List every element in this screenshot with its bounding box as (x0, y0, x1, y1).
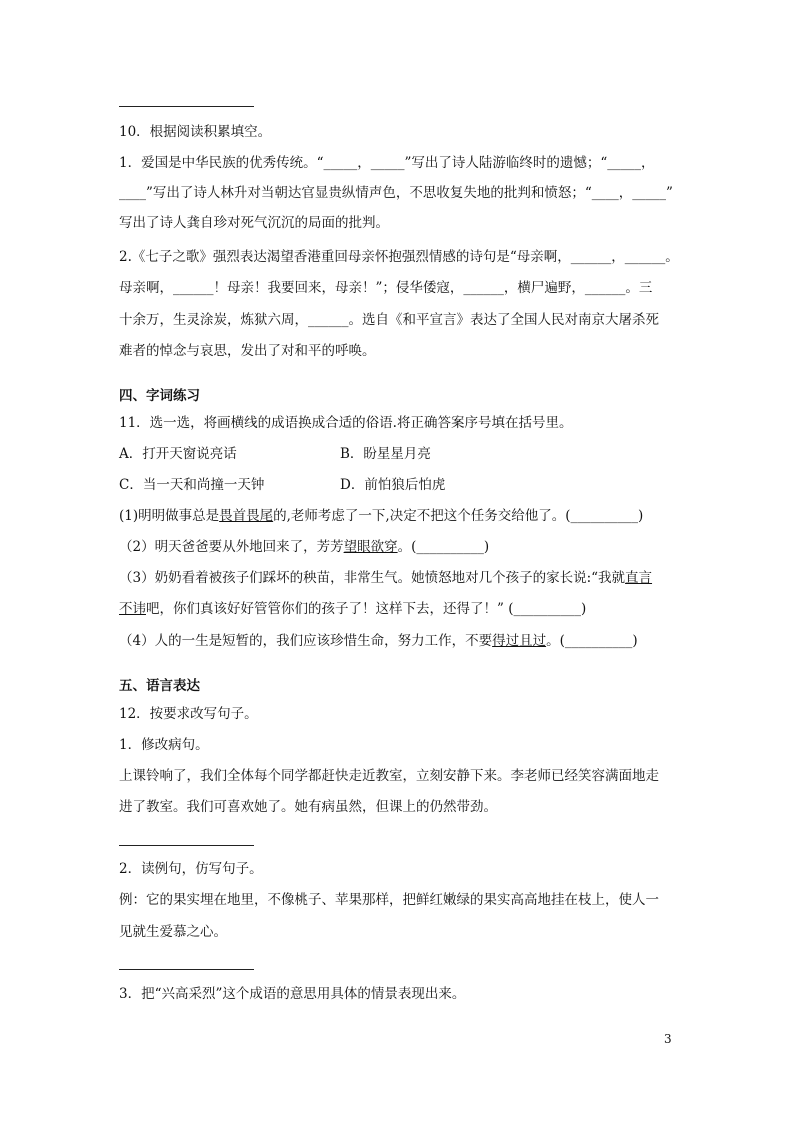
sentence-3-line2 (119, 599, 684, 619)
sentence-4-text: （4）人的一生是短暂的，我们应该珍惜生命，努力工作，不要 (119, 633, 493, 649)
question-11-title: 11．选一选，将画横线的成语换成合适的俗语.将正确答案序号填在括号里。 (119, 415, 573, 431)
page-number: 3 (664, 1032, 672, 1046)
sentence-2-text: （2）明天爸爸要从外地回来了，芳芳 (119, 539, 344, 555)
sub-question-3: 3．把“兴高采烈”这个成语的意思用具体的情景表现出来。 (119, 986, 466, 1002)
q10-paragraph1-line2: ____”写出了诗人林升对当朝达官显贵纵情声色，不思收复失地的批判和愤怒；“____，_____” (119, 185, 673, 201)
question-12-title: 12．按要求改写句子。 (119, 706, 258, 722)
sentence-3-blank: 吧，你们真该好好管管你们的孩子了！这样下去，还得了！” (__________) (146, 601, 587, 617)
sentence-3-idiom-part1: 直言 (625, 570, 653, 586)
sentence-1-idiom: 畏首畏尾 (219, 508, 274, 524)
example-line2: 见就生爱慕之心。 (119, 924, 227, 940)
option-b: B．盼星星月亮 (340, 446, 431, 462)
sentence-2 (119, 537, 684, 557)
q10-paragraph2-line4: 难者的悼念与哀思，发出了对和平的呼唤。 (119, 343, 376, 359)
sentence-2-idiom: 望眼欲穿 (343, 539, 398, 555)
sub-question-1: 1．修改病句。 (119, 737, 209, 753)
sentence-2-blank: 。(__________) (397, 539, 490, 555)
section-5-heading: 五、语言表达 (119, 678, 200, 694)
sub-question-2: 2．读例句，仿写句子。 (119, 861, 263, 877)
sentence-3-line1 (119, 568, 684, 588)
q10-paragraph2-line3: 十余万，生灵涂炭，炼狱六周，______。选自《和平宣言》表达了全国人民对南京大屠杀死 (119, 312, 659, 328)
faulty-sentence-line1: 上课铃响了，我们全体每个同学都赶快走近教室，立刻安静下来。李老师已经笑容满面地走 (119, 768, 659, 784)
answer-line (119, 106, 254, 107)
sentence-1-text: (1)明明做事总是 (119, 508, 220, 524)
answer-line (119, 845, 254, 846)
q10-paragraph1-line3: 写出了诗人龚自珍对死气沉沉的局面的批判。 (119, 215, 389, 231)
q10-paragraph2-line2: 母亲啊，______！母亲！我要回来，母亲！”；侵华倭寇，______，横尸遍野，______。三 (119, 280, 653, 296)
option-d: D．前怕狼后怕虎 (340, 477, 446, 493)
sentence-3-idiom-part2: 不讳 (119, 601, 146, 617)
section-4-heading: 四、字词练习 (119, 388, 200, 404)
sentence-1-blank: 的,老师考虑了一下,决定不把这个任务交给他了。(__________) (273, 508, 644, 524)
sentence-1 (119, 506, 684, 526)
answer-line (119, 969, 254, 970)
example-line1: 例：它的果实埋在地里，不像桃子、苹果那样，把鲜红嫩绿的果实高高地挂在枝上，使人一 (119, 892, 659, 908)
q10-paragraph2-line1: 2.《七子之歌》强烈表达渴望香港重回母亲怀抱强烈情感的诗句是“母亲啊，______，______。 (119, 249, 679, 265)
sentence-3-text: （3）奶奶看着被孩子们踩坏的秧苗，非常生气。她愤怒地对几个孩子的家长说:“我就 (119, 570, 626, 586)
q10-paragraph1-line1: 1．爱国是中华民族的优秀传统。“_____，_____”写出了诗人陆游临终时的遗憾；“_____， (119, 155, 655, 171)
option-a: A．打开天窗说亮话 (119, 446, 237, 462)
faulty-sentence-line2: 进了教室。我们可喜欢她了。她有病虽然，但课上的仍然带劲。 (119, 799, 497, 815)
sentence-4-idiom: 得过且过 (492, 633, 547, 649)
option-c: C．当一天和尚撞一天钟 (119, 477, 265, 493)
sentence-4-blank: 。(__________) (546, 633, 638, 649)
sentence-4 (119, 631, 684, 651)
question-10-title: 10．根据阅读积累填空。 (119, 124, 272, 140)
